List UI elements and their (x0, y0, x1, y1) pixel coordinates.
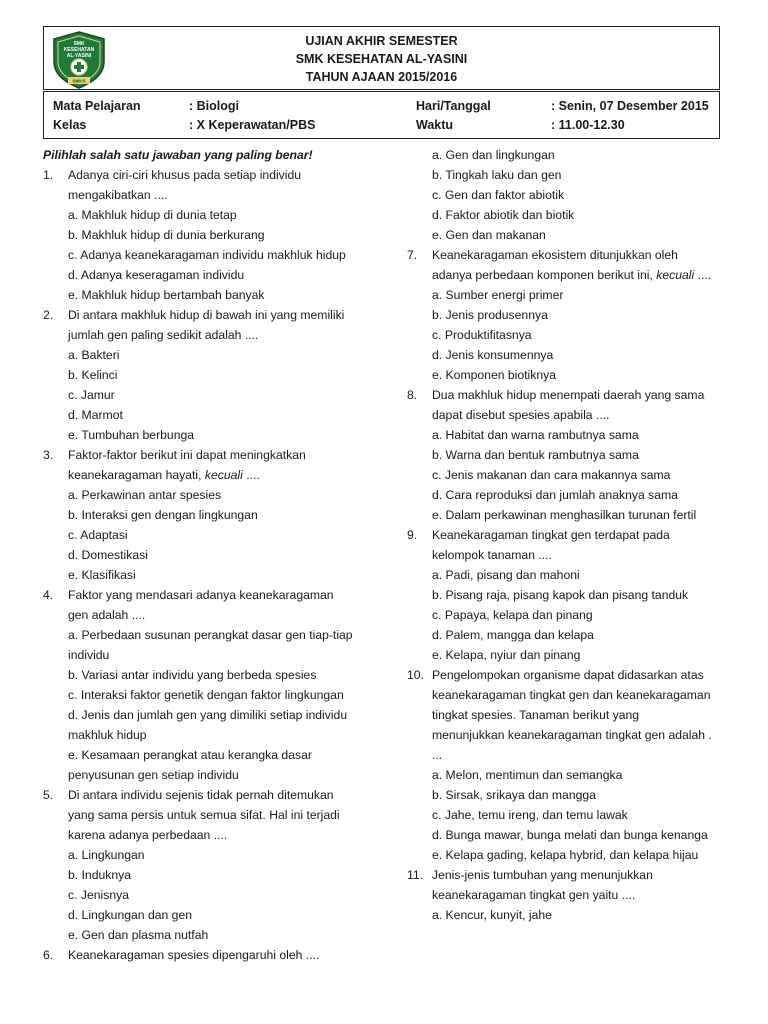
answer-option: d. Bunga mawar, bunga melati dan bunga kenanga (432, 828, 708, 842)
answer-option: d. Domestikasi (68, 548, 148, 562)
exam-info (43, 91, 720, 139)
answer-option: a. Habitat dan warna rambutnya sama (432, 428, 639, 442)
exam-titles (44, 32, 719, 86)
answer-option: a. Sumber energi primer (432, 288, 564, 302)
answer-option: b. Jenis produsennya (432, 308, 548, 322)
svg-text:KESEHATAN: KESEHATAN (63, 47, 95, 53)
svg-text:SMK: SMK (73, 41, 85, 47)
answer-option: makhluk hidup (68, 728, 147, 742)
question-8 (407, 385, 727, 425)
answer-option: d. Jenis dan jumlah gen yang dimiliki setiap individu (68, 708, 348, 722)
answer-option: c. Produktifitasnya (432, 328, 532, 342)
answer-option: e. Kesamaan perangkat atau kerangka dasar (68, 748, 312, 762)
question-5 (43, 785, 388, 845)
answer-option: a. Melon, mentimun dan semangka (432, 768, 623, 782)
answer-option: b. Makhluk hidup di dunia berkurang (68, 228, 265, 242)
answer-option: b. Variasi antar individu yang berbeda spesies (68, 668, 317, 682)
answer-option: d. Adanya keseragaman individu (68, 268, 245, 282)
question-text: menunjukkan keanekaragaman tingkat gen adalah . (432, 728, 712, 742)
answer-option: c. Jahe, temu ireng, dan temu lawak (432, 808, 628, 822)
answer-option: c. Interaksi faktor genetik dengan faktor lingkungan (68, 688, 344, 702)
question-number: 9. (407, 528, 418, 542)
answer-option: b. Induknya (68, 868, 132, 882)
answer-option: c. Jamur (68, 388, 115, 402)
question-text: keanekaragaman tingkat gen dan keanekaragaman (432, 688, 711, 702)
answer-option: d. Faktor abiotik dan biotik (432, 208, 575, 222)
answer-option: e. Kelapa, nyiur dan pinang (432, 648, 581, 662)
answer-option: e. Klasifikasi (68, 568, 136, 582)
answer-option: individu (68, 648, 110, 662)
question-number: 4. (43, 588, 54, 602)
svg-text:SMKS: SMKS (72, 78, 86, 84)
question-number: 6. (43, 948, 54, 962)
question-4 (43, 585, 388, 625)
question-text: keanekaragaman tingkat gen yaitu .... (432, 888, 636, 902)
answer-option: a. Kencur, kunyit, jahe (432, 908, 552, 922)
time-label: Waktu (416, 118, 454, 132)
question-1 (43, 165, 388, 205)
questions-right-column (407, 145, 727, 925)
answer-option: e. Kelapa gading, kelapa hybrid, dan kelapa hijau (432, 848, 699, 862)
answer-option: penyusunan gen setiap individu (68, 768, 239, 782)
question-number: 10. (407, 668, 424, 682)
question-text: Faktor yang mendasari adanya keanekaragaman (68, 588, 334, 602)
answer-option: d. Jenis konsumennya (432, 348, 554, 362)
question-text: Keanekaragaman tingkat gen terdapat pada (432, 528, 670, 542)
answer-option: e. Gen dan plasma nutfah (68, 928, 209, 942)
answer-option: b. Interaksi gen dengan lingkungan (68, 508, 258, 522)
class-value: : X Keperawatan/PBS (189, 118, 316, 132)
question-text: Adanya ciri-ciri khusus pada setiap individu (68, 168, 302, 182)
question-text: Di antara makhluk hidup di bawah ini yang memiliki (68, 308, 345, 322)
answer-option: a. Perbedaan susunan perangkat dasar gen tiap-tiap (68, 628, 353, 642)
question-number: 7. (407, 248, 418, 262)
answer-option: a. Perkawinan antar spesies (68, 488, 222, 502)
question-text: keanekaragaman hayati, kecuali .... (68, 468, 260, 482)
answer-option: a. Padi, pisang dan mahoni (432, 568, 580, 582)
answer-option: c. Jenis makanan dan cara makannya sama (432, 468, 671, 482)
question-text: jumlah gen paling sedikit adalah .... (68, 328, 259, 342)
question-6 (43, 945, 388, 965)
question-text: Pengelompokan organisme dapat didasarkan atas (432, 668, 704, 682)
school-name: SMK KESEHATAN AL-YASINI (295, 52, 468, 66)
question-9 (407, 525, 727, 565)
question-number: 5. (43, 788, 54, 802)
time-value: : 11.00-12.30 (551, 118, 625, 132)
svg-text:AL-YASINI: AL-YASINI (66, 53, 92, 59)
question-text: adanya perbedaan komponen berikut ini, kecuali .... (432, 268, 712, 282)
question-text: ... (432, 748, 443, 762)
day-label: Hari/Tanggal (416, 99, 491, 113)
instruction: Pilihlah salah satu jawaban yang paling benar! (43, 148, 313, 162)
question-text: yang sama persis untuk semua sifat. Hal ini terjadi (68, 808, 340, 822)
answer-option: b. Sirsak, srikaya dan mangga (432, 788, 596, 802)
question-text: dapat disebut spesies apabila .... (432, 408, 610, 422)
subject-label: Mata Pelajaran (53, 99, 141, 113)
answer-option: c. Adanya keanekaragaman individu makhluk hidup (68, 248, 346, 262)
question-number: 1. (43, 168, 54, 182)
answer-option: a. Makhluk hidup di dunia tetap (68, 208, 237, 222)
answer-option: e. Komponen biotiknya (432, 368, 556, 382)
question-text: Jenis-jenis tumbuhan yang menunjukkan (432, 868, 653, 882)
academic-year: TAHUN AJAAN 2015/2016 (305, 70, 458, 84)
question-number: 8. (407, 388, 418, 402)
question-2 (43, 305, 388, 345)
answer-option: a. Lingkungan (68, 848, 145, 862)
question-text: Dua makhluk hidup menempati daerah yang sama (432, 388, 705, 402)
subject-value: : Biologi (189, 99, 239, 113)
exam-title: UJIAN AKHIR SEMESTER (305, 34, 458, 48)
answer-option: e. Tumbuhan berbunga (68, 428, 195, 442)
question-text: Keanekaragaman ekosistem ditunjukkan oleh (432, 248, 678, 262)
answer-option: e. Makhluk hidup bertambah banyak (68, 288, 265, 302)
answer-option: a. Gen dan lingkungan (432, 148, 555, 162)
question-text: Faktor-faktor berikut ini dapat meningkatkan (68, 448, 306, 462)
answer-option: d. Palem, mangga dan kelapa (432, 628, 594, 642)
answer-option: e. Gen dan makanan (432, 228, 546, 242)
exam-header (43, 26, 720, 90)
day-value: : Senin, 07 Desember 2015 (551, 99, 709, 113)
class-label: Kelas (53, 118, 87, 132)
question-3 (43, 445, 388, 485)
question-text: mengakibatkan .... (68, 188, 168, 202)
answer-option: b. Pisang raja, pisang kapok dan pisang tanduk (432, 588, 689, 602)
answer-option: e. Dalam perkawinan menghasilkan turunan fertil (432, 508, 697, 522)
question-text: Keanekaragaman spesies dipengaruhi oleh .... (68, 948, 320, 962)
answer-option: c. Gen dan faktor abiotik (432, 188, 565, 202)
question-7 (407, 245, 727, 285)
answer-option: d. Marmot (68, 408, 123, 422)
answer-option: c. Jenisnya (68, 888, 129, 902)
question-text: karena adanya perbedaan .... (68, 828, 228, 842)
question-number: 2. (43, 308, 54, 322)
question-number: 11. (407, 868, 424, 882)
question-text: tingkat spesies. Tanaman berikut yang (432, 708, 640, 722)
questions-left-column (43, 145, 388, 965)
answer-option: c. Papaya, kelapa dan pinang (432, 608, 593, 622)
question-number: 3. (43, 448, 54, 462)
answer-option: b. Warna dan bentuk rambutnya sama (432, 448, 639, 462)
answer-option: d. Lingkungan dan gen (68, 908, 193, 922)
question-text: Di antara individu sejenis tidak pernah ditemukan (68, 788, 334, 802)
answer-option: b. Tingkah laku dan gen (432, 168, 562, 182)
question-11 (407, 865, 727, 905)
answer-option: b. Kelinci (68, 368, 118, 382)
answer-option: a. Bakteri (68, 348, 120, 362)
question-text: gen adalah .... (68, 608, 146, 622)
question-text: kelompok tanaman .... (432, 548, 552, 562)
answer-option: d. Cara reproduksi dan jumlah anaknya sama (432, 488, 678, 502)
answer-option: c. Adaptasi (68, 528, 128, 542)
question-10 (407, 665, 727, 765)
